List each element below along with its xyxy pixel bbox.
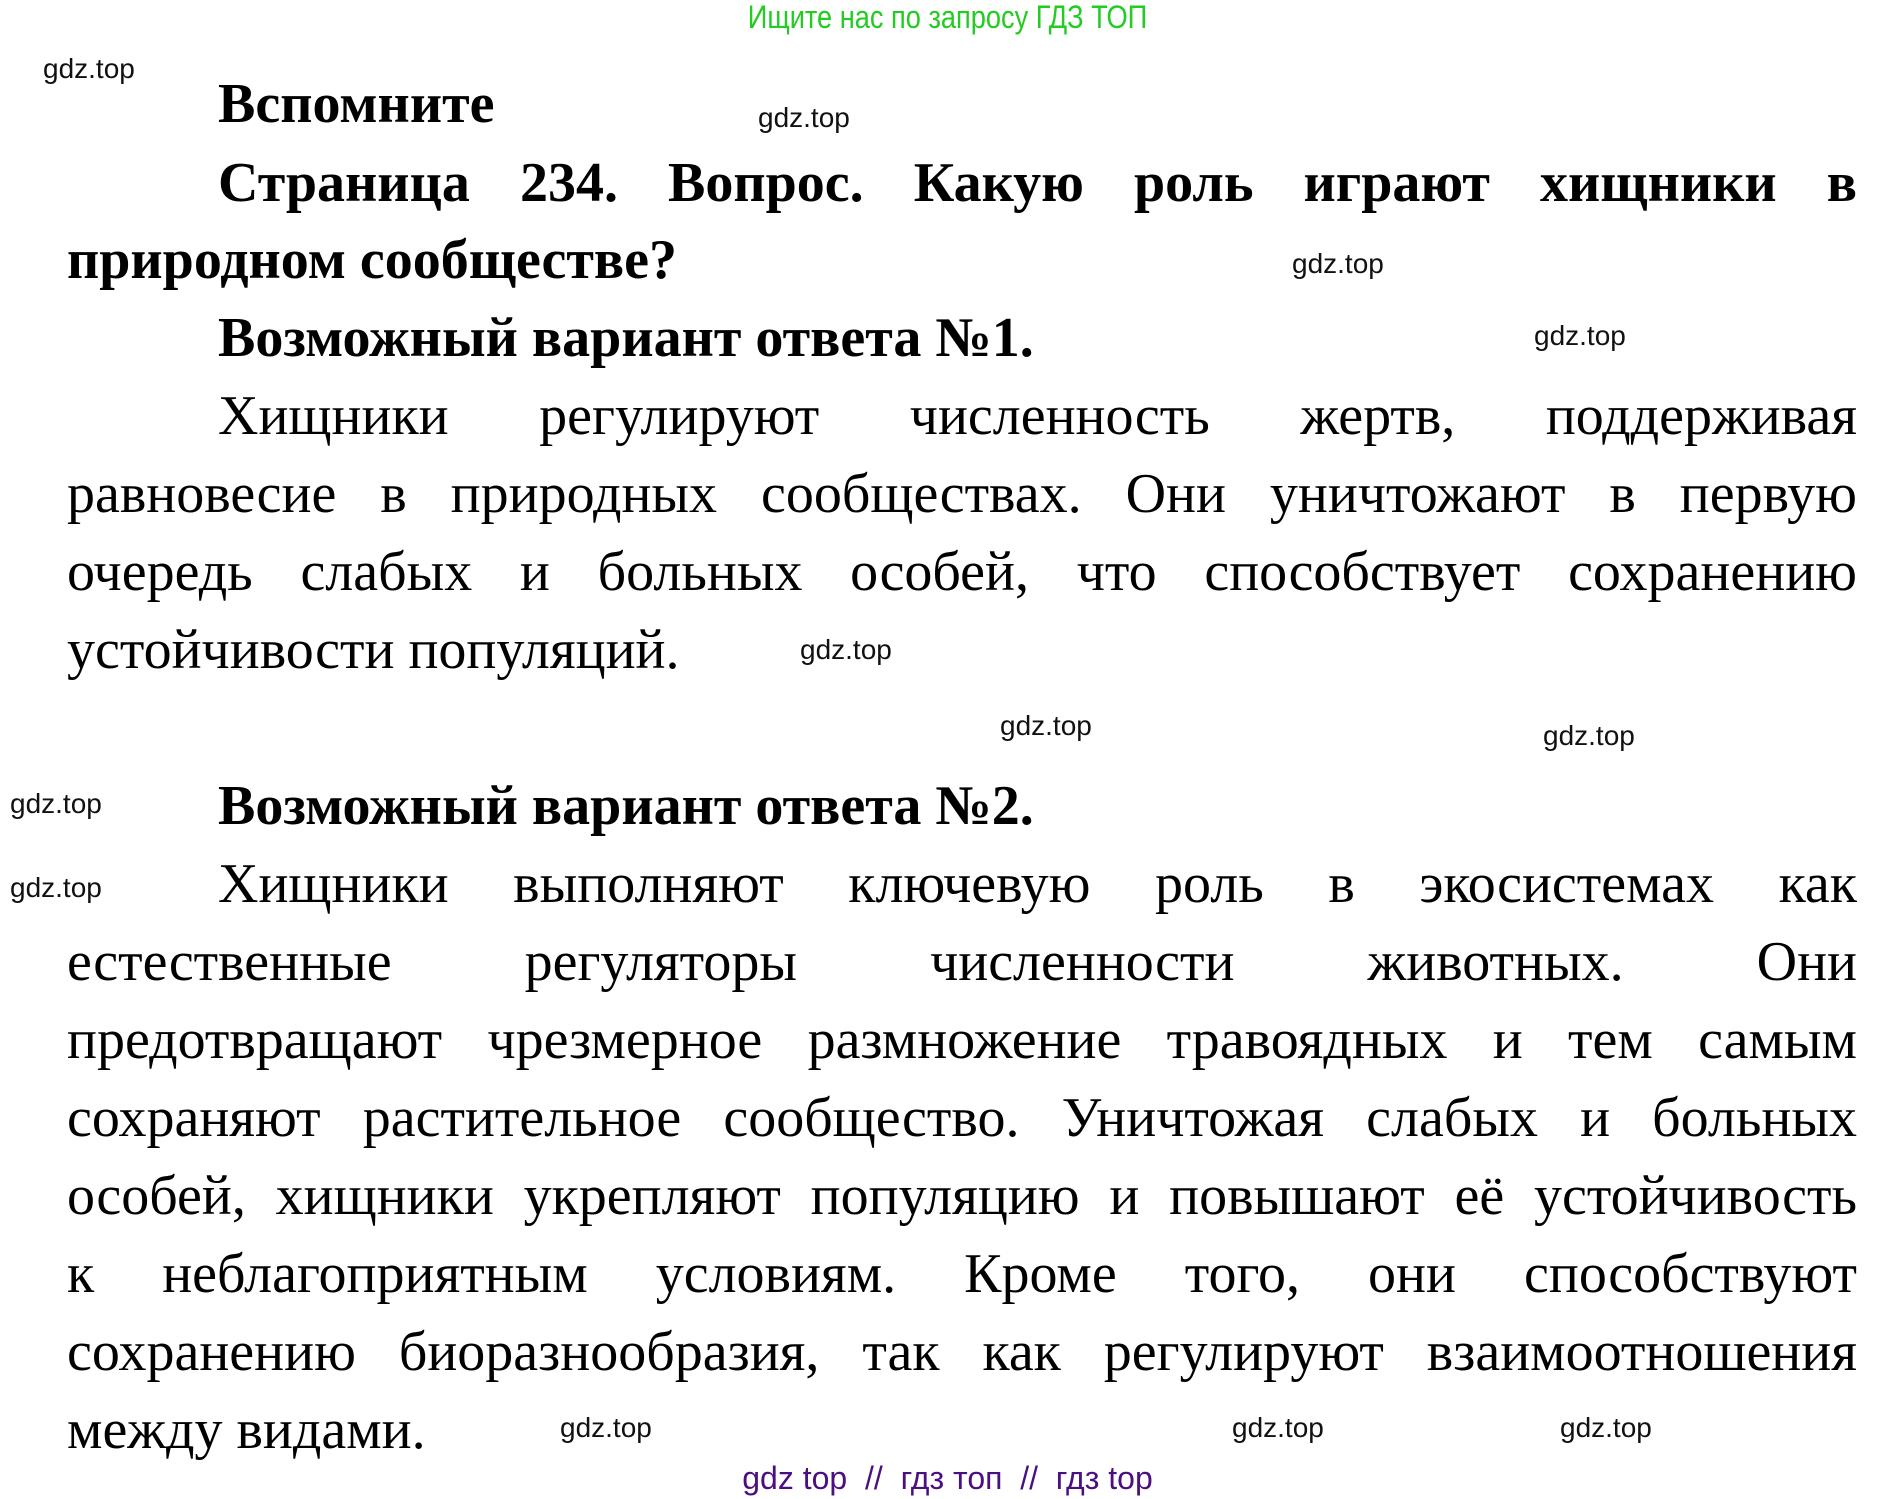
watermark: gdz.top: [758, 102, 850, 133]
watermark: gdz.top: [1292, 248, 1384, 279]
answer2-title: Возможный вариант ответа №2.: [218, 775, 1034, 837]
watermark: gdz.top: [800, 634, 892, 665]
answer2-line: к неблагоприятным условиям. Кроме того, они способствуют: [67, 1243, 1857, 1305]
question-line-2: природном сообществе?: [67, 229, 678, 291]
watermark: gdz.top: [10, 872, 102, 903]
answer2-line: сохраняют растительное сообщество. Уничтожая слабых и больных: [67, 1087, 1857, 1149]
answer1-line: Хищники регулируют численность жертв, поддерживая: [218, 385, 1857, 447]
answer1-line: очередь слабых и больных особей, что способствует сохранению: [67, 541, 1857, 603]
answer2-line: сохранению биоразнообразия, так как регулируют взаимоотношения: [67, 1321, 1857, 1383]
footer-links[interactable]: gdz top // гдз топ // гдз top: [742, 1460, 1153, 1496]
answer2-line: естественные регуляторы численности животных. Они: [67, 931, 1857, 993]
answer2-line: предотвращают чрезмерное размножение травоядных и тем самым: [67, 1009, 1857, 1071]
top-banner[interactable]: Ищите нас по запросу ГДЗ ТОП: [747, 0, 1148, 35]
answer2-line: особей, хищники укрепляют популяцию и повышают её устойчивость: [67, 1165, 1857, 1227]
answer2-line: Хищники выполняют ключевую роль в экосистемах как: [218, 853, 1857, 915]
answer1-line: устойчивости популяций.: [67, 619, 680, 681]
answer1-line: равновесие в природных сообществах. Они уничтожают в первую: [67, 463, 1857, 525]
question-line-1: Страница 234. Вопрос. Какую роль играют хищники в: [218, 152, 1857, 214]
watermark: gdz.top: [1534, 320, 1626, 351]
watermark: gdz.top: [43, 53, 135, 84]
answer2-line: между видами.: [67, 1399, 426, 1461]
watermark: gdz.top: [1000, 710, 1092, 741]
watermark: gdz.top: [1560, 1412, 1652, 1443]
watermark: gdz.top: [1543, 720, 1635, 751]
recall-heading: Вспомните: [218, 73, 495, 135]
answer1-title: Возможный вариант ответа №1.: [218, 307, 1034, 369]
watermark: gdz.top: [1232, 1412, 1324, 1443]
watermark: gdz.top: [560, 1412, 652, 1443]
watermark: gdz.top: [10, 788, 102, 819]
